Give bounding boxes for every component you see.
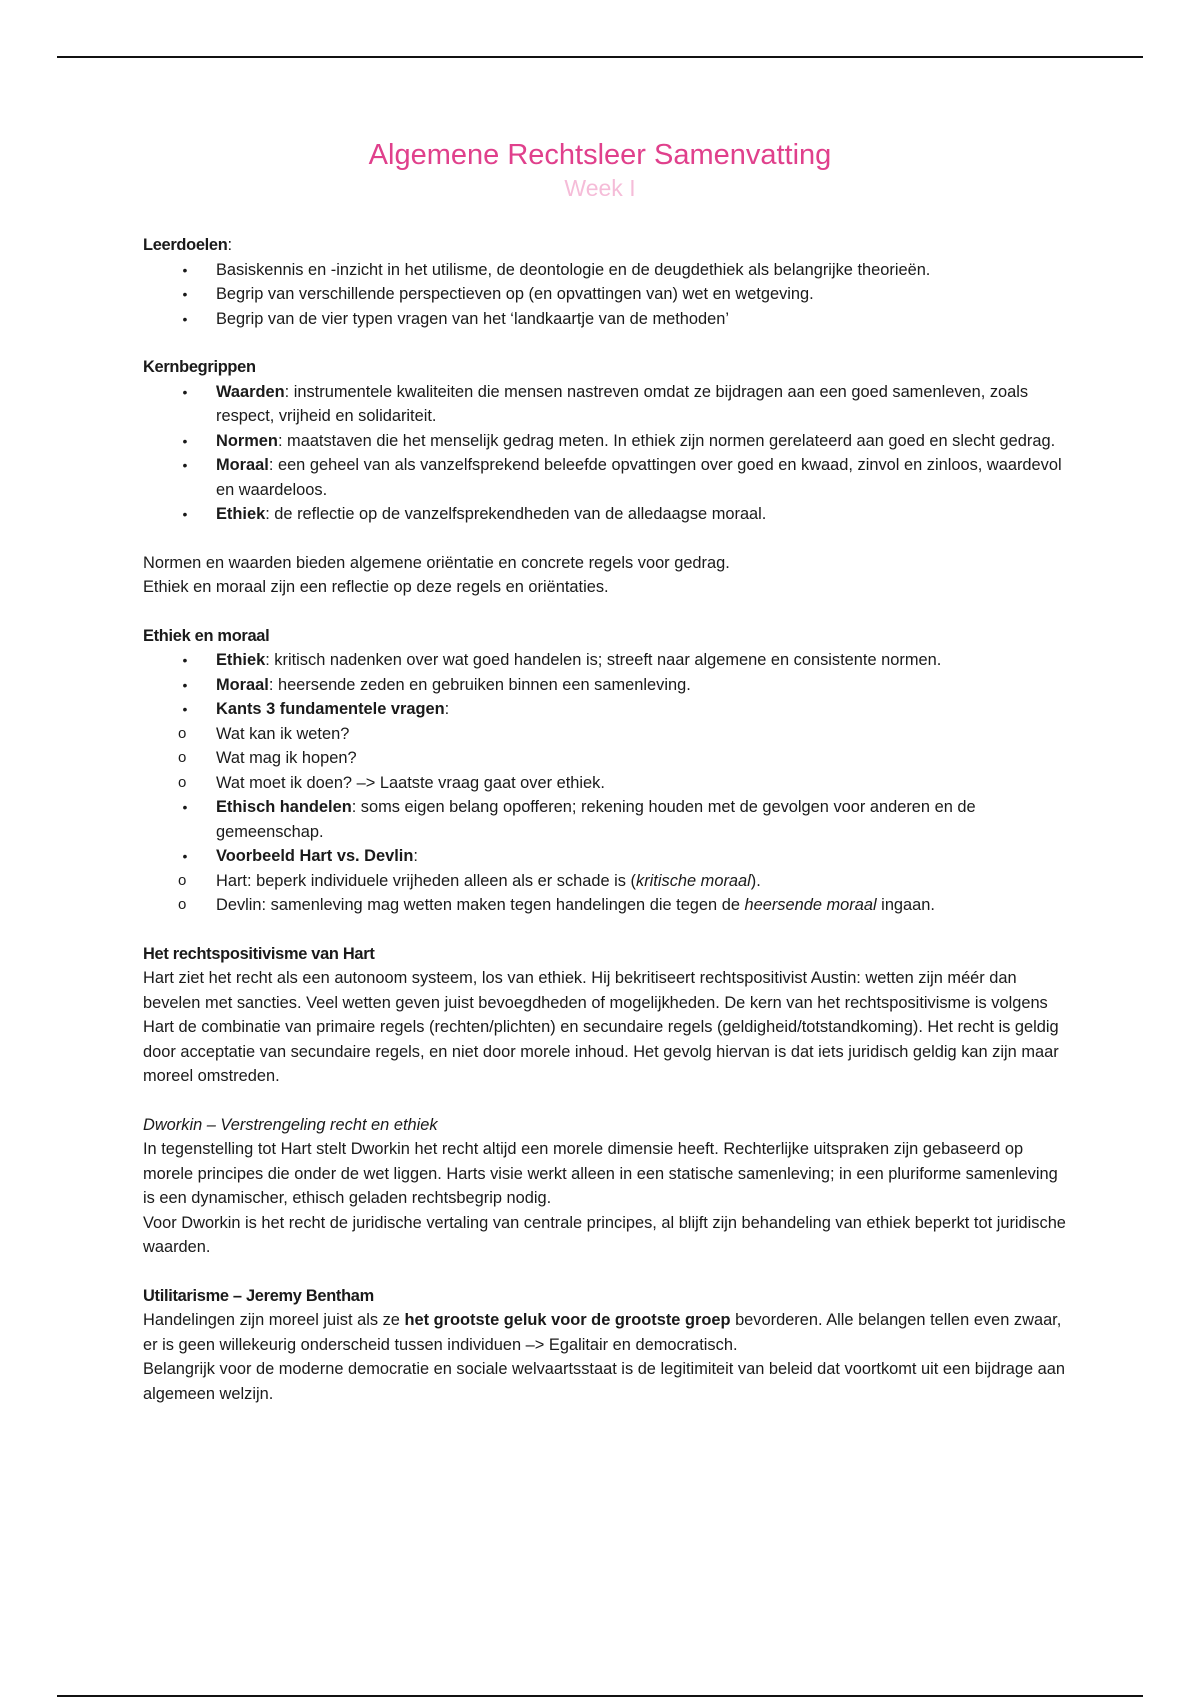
kernbegrippen-heading: Kernbegrippen [143,358,256,376]
kernbegrippen-list [143,380,1073,527]
paragraph: Normen en waarden bieden algemene oriëntatie en concrete regels voor gedrag. [143,553,730,572]
list-item: o Wat kan ik weten? [178,724,350,743]
paragraph: Voor Dworkin is het recht de juridische vertaling van centrale principes, al blijft zijn behandeling van ethiek beperkt tot juridische waarden. [143,1213,1066,1256]
paragraph: Ethiek en moraal zijn een reflectie op deze regels en oriëntaties. [143,578,609,596]
list-item: • Kants 3 fundamentele vragen: o Wat kan ik weten? o Wat mag ik hopen? o Wat moet ik doen? –> Laatste vraag gaat over ethiek. [143,697,1073,795]
document-title: Algemene Rechtsleer Samenvatting [368,139,832,171]
utilitarisme-heading: Utilitarisme – Jeremy Bentham [143,1286,374,1305]
list-item: o Devlin: samenleving mag wetten maken tegen handelingen die tegen de heersende moraal ingaan. [178,896,935,914]
ethiek-moraal-heading: Ethiek en moraal [143,626,270,645]
hart-heading: Het rechtspositivisme van Hart [143,944,375,963]
kant-questions-list [143,722,1073,796]
list-item: • Ethiek: de reflectie op de vanzelfsprekendheden van de alledaagse moraal. [182,505,767,523]
ethiek-moraal-list [143,648,1073,918]
paragraph: Belangrijk voor de moderne democratie en sociale welvaartsstaat is de legitimiteit van beleid dat voortkomt uit een bijdrage aan algemeen welzijn. [143,1360,1066,1403]
list-item: o Hart: beperk individuele vrijheden alleen als er schade is (kritische moraal). [178,871,761,890]
bottom-rule [57,1695,1143,1697]
list-item: • Ethisch handelen: soms eigen belang opofferen; rekening houden met de gevolgen voor anderen en de gemeenschap. [182,798,976,841]
list-item: • Normen: maatstaven die het menselijk gedrag meten. In ethiek zijn normen gerelateerd aan goed en slecht gedrag. [182,431,1056,450]
paragraph: In tegenstelling tot Hart stelt Dworkin het recht altijd een morele dimensie heeft. Rechterlijke uitspraken zijn gebaseerd op morele principes die onder de wet liggen. Harts visie werkt alleen in een statische samenleving; in een pluriforme samenleving is een dynamischer, ethisch geladen rechtsbegrip nodig. [143,1140,1058,1207]
leerdoelen-list [143,258,1073,332]
list-item: • Waarden: instrumentele kwaliteiten die mensen nastreven omdat ze bijdragen aan een goed samenleven, zoals respect, vrijheid en solidariteit. [182,382,1029,425]
top-rule [57,56,1143,58]
list-item: o Wat moet ik doen? –> Laatste vraag gaat over ethiek. [178,773,605,792]
paragraph: Hart ziet het recht als een autonoom systeem, los van ethiek. Hij bekritiseert rechtspositivist Austin: wetten zijn méér dan bevelen met sancties. Veel wetten geven juist bevoegdheden of mogelijkheden. De kern van het rechtspositivisme is volgens Hart de combinatie van primaire regels (rechten/plichten) en secundaire regels (geldigheid/totstandkoming). Het recht is geldig door acceptatie van secundaire regels, en niet door morele inhoud. Het gevolg hiervan is dat iets juridisch geldig kan zijn maar moreel omstreden. [143,969,1059,1085]
list-item: • Voorbeeld Hart vs. Devlin: o Hart: beperk individuele vrijheden alleen als er schade is (kritische moraal). o Devlin: samenleving mag wetten maken tegen handelingen die tegen de heersende moraal ingaan. [143,844,1073,918]
list-item: o Wat mag ik hopen? [178,749,357,767]
document-body [143,233,1073,1406]
list-item: • Moraal: een geheel van als vanzelfsprekend beleefde opvattingen over goed en kwaad, zinvol en zinloos, waardevol en waardeloos. [182,456,1062,499]
hart-devlin-list [143,869,1073,918]
list-item: • Begrip van verschillende perspectieven op (en opvattingen van) wet en wetgeving. [182,285,814,303]
list-item: • Basiskennis en -inzicht in het utilisme, de deontologie en de deugdethiek als belangrijke theorieën. [182,260,931,279]
dworkin-heading: Dworkin – Verstrengeling recht en ethiek [143,1115,438,1134]
list-item: • Begrip van de vier typen vragen van het ‘landkaartje van de methoden’ [182,309,729,328]
list-item: • Moraal: heersende zeden en gebruiken binnen een samenleving. [182,675,691,694]
paragraph: Handelingen zijn moreel juist als ze het grootste geluk voor de grootste groep bevorderen. Alle belangen tellen even zwaar, er is geen willekeurig onderscheid tussen individuen –> Egalitair en democratisch. [143,1311,1062,1354]
leerdoelen-heading: Leerdoelen: [143,236,233,254]
document-subtitle: Week I [564,175,636,201]
list-item: • Ethiek: kritisch nadenken over wat goed handelen is; streeft naar algemene en consistente normen. [182,651,942,669]
